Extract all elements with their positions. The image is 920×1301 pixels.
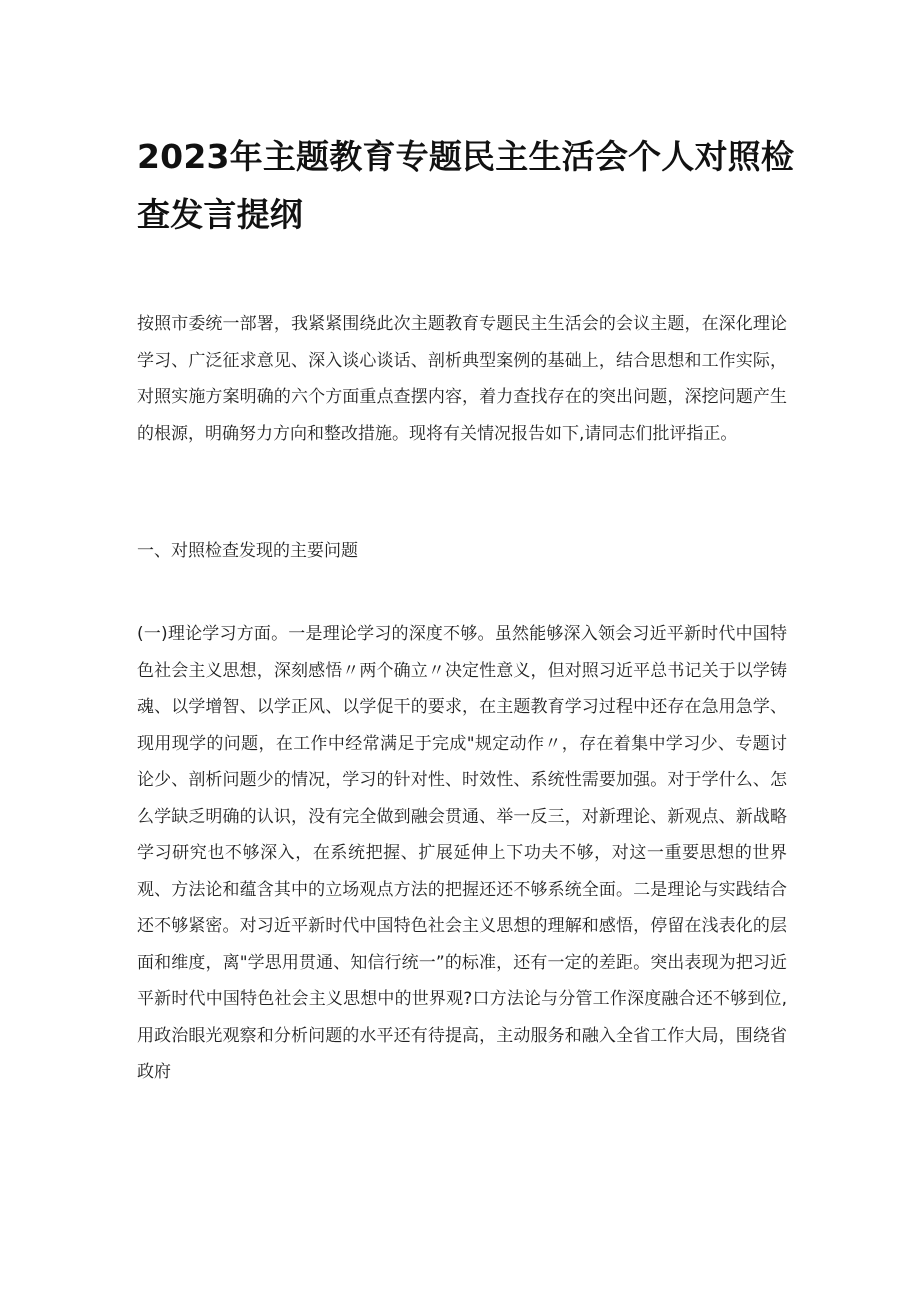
section-heading: 一、对照检查发现的主要问题 (137, 541, 358, 561)
intro-paragraph: 按照市委统一部署，我紧紧围绕此次主题教育专题民主生活会的会议主题，在深化理论学习、广泛征求意见、深入谈心谈话、剖析典型案例的基础上，结合思想和工作实际，对照实施方案明确的六个方面重点查摆内容，着力查找存在的突出问题，深挖问题产生的根源，明确努力方向和整改措施。现将有关情况报告如下,请同志们批评指正。 (137, 314, 787, 444)
document-title: 2023年主题教育专题民主生活会个人对照检查发言提纲 (137, 137, 795, 234)
body-paragraph: (一)理论学习方面。一是理论学习的深度不够。虽然能够深入领会习近平新时代中国特色社会主义思想，深刻感悟〃两个确立〃决定性意义，但对照习近平总书记关于以学铸魂、以学增智、以学正风、以学促干的要求，在主题教育学习过程中还存在急用急学、现用现学的问题，在工作中经常满足于完成"规定动作〃，存在着集中学习少、专题讨论少、剖析问题少的情况，学习的针对性、时效性、系统性需要加强。对于学什么、怎么学缺乏明确的认识，没有完全做到融会贯通、举一反三，对新理论、新观点、新战略学习研究也不够深入，在系统把握、扩展延伸上下功夫不够，对这一重要思想的世界观、方法论和蕴含其中的立场观点方法的把握还还不够系统全面。二是理论与实践结合还不够紧密。对习近平新时代中国特色社会主义思想的理解和感悟，停留在浅表化的层面和维度，离"学思用贯通、知信行统一”的标准，还有一定的差距。突出表现为把习近平新时代中国特色社会主义思想中的世界观?口方法论与分管工作深度融合还不够到位,用政治眼光观察和分析问题的水平还有待提高，主动服务和融入全省工作大局，围绕省政府 (137, 624, 787, 1082)
